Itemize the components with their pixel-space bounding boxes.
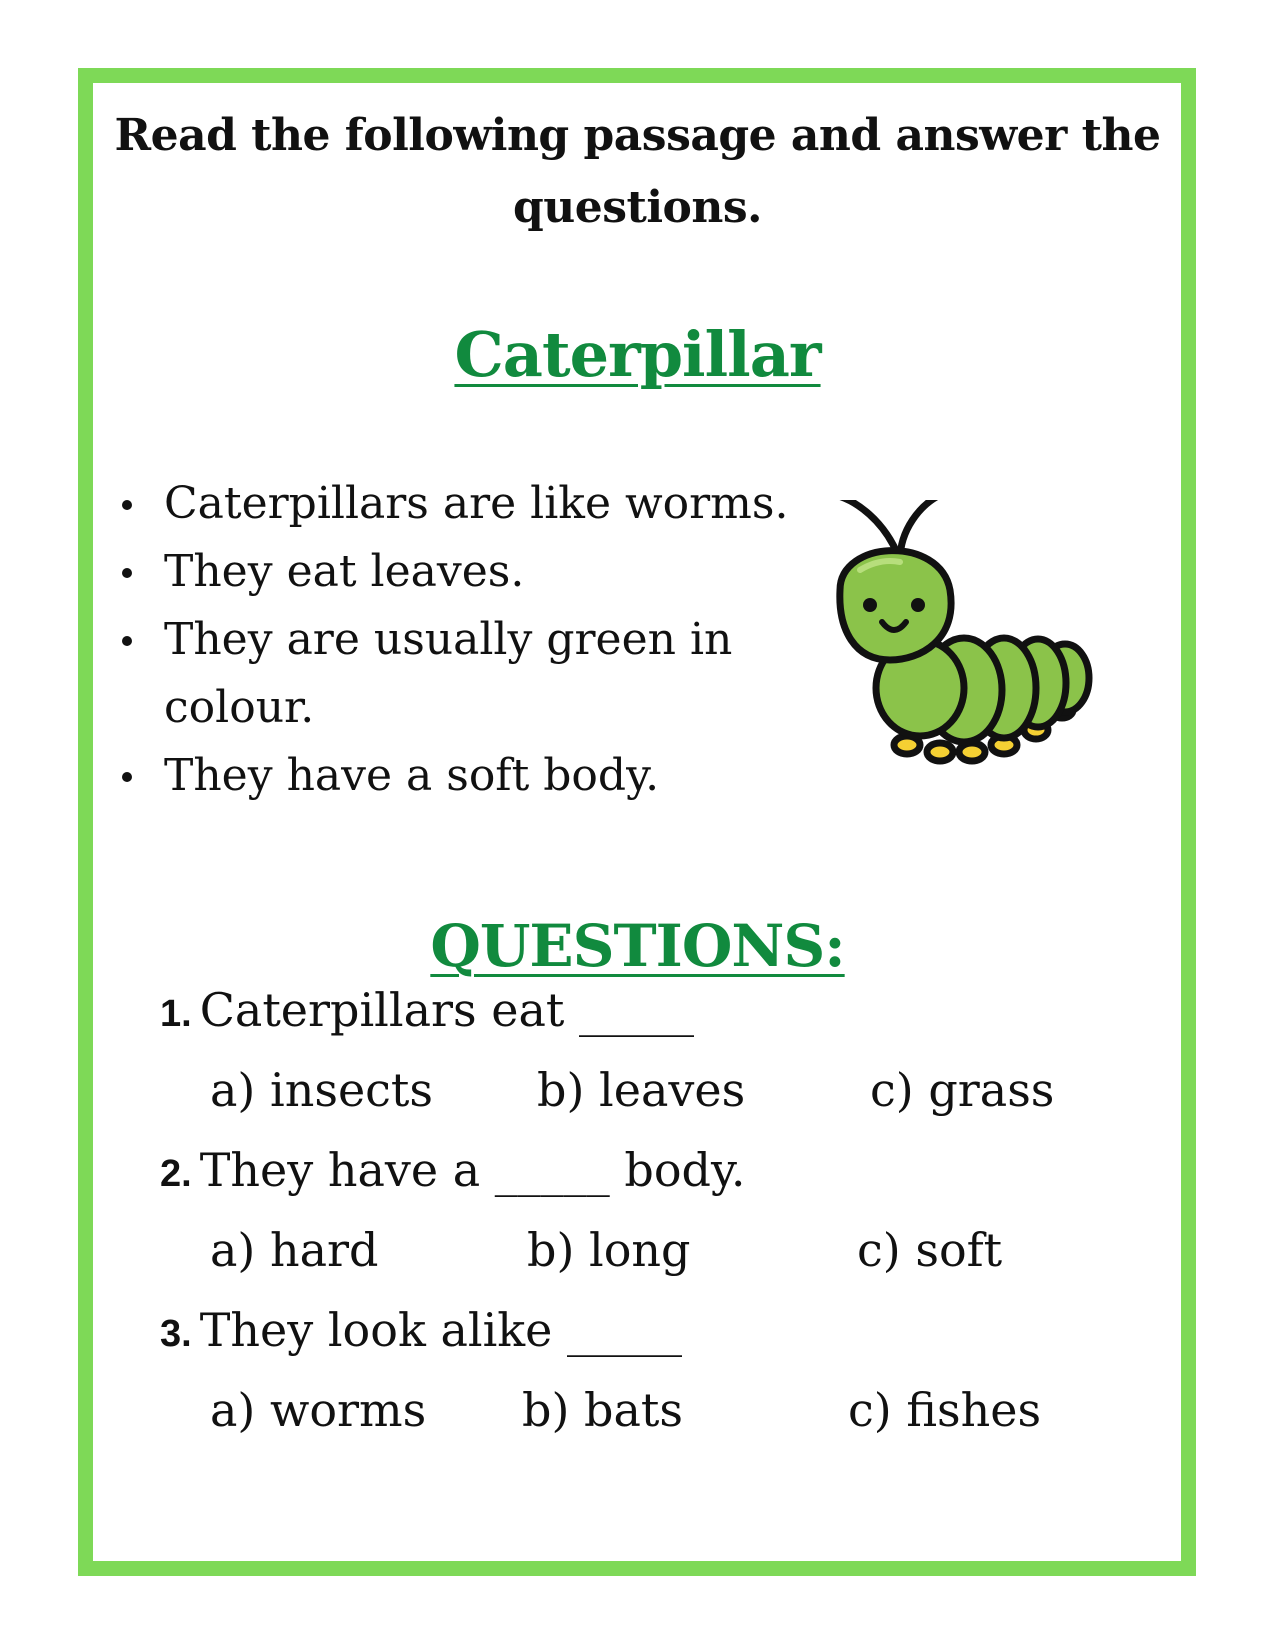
- option-3a[interactable]: a) worms: [210, 1383, 427, 1437]
- option-3b[interactable]: b) bats: [522, 1383, 683, 1437]
- questions-heading: QUESTIONS:: [430, 912, 845, 980]
- question-1: [160, 980, 694, 1044]
- question-3: [160, 1300, 682, 1364]
- question-text: Caterpillars eat _____: [199, 983, 695, 1037]
- fact-item: They have a soft body.: [122, 742, 802, 810]
- passage-title: Caterpillar: [454, 318, 821, 391]
- fact-item: They are usually green in colour.: [122, 606, 802, 742]
- caterpillar-icon: [800, 500, 1130, 800]
- question-2: [160, 1140, 745, 1204]
- question-number: 2.: [160, 1153, 192, 1195]
- option-2a[interactable]: a) hard: [210, 1223, 379, 1277]
- option-1b[interactable]: b) leaves: [537, 1063, 746, 1117]
- question-text: They look alike _____: [199, 1303, 683, 1357]
- option-2c[interactable]: c) soft: [857, 1223, 1003, 1277]
- fact-item: They eat leaves.: [122, 538, 802, 606]
- facts-list: [122, 470, 802, 810]
- option-3c[interactable]: c) fishes: [848, 1383, 1042, 1437]
- option-1c[interactable]: c) grass: [870, 1063, 1055, 1117]
- fact-item: Caterpillars are like worms.: [122, 470, 802, 538]
- option-2b[interactable]: b) long: [527, 1223, 691, 1277]
- question-number: 1.: [160, 993, 192, 1035]
- option-1a[interactable]: a) insects: [210, 1063, 434, 1117]
- instruction-heading: Read the following passage and answer the questions.: [114, 110, 1161, 233]
- question-number: 3.: [160, 1313, 192, 1355]
- question-text: They have a _____ body.: [199, 1143, 746, 1197]
